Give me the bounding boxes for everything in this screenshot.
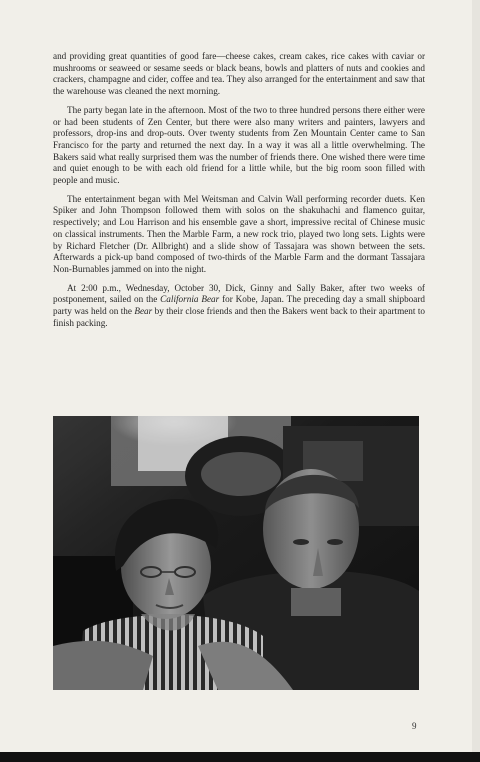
ship-name-italic: California Bear	[160, 294, 220, 305]
black-and-white-photo	[53, 416, 419, 690]
paragraph-4	[53, 283, 425, 330]
page-number: 9	[412, 721, 417, 731]
ship-short-name-italic: Bear	[134, 306, 153, 317]
paragraph-1	[53, 51, 425, 98]
paragraph-4-text-c: by their close friends and then the Bakers went back to their apartment to finish packing.	[53, 306, 425, 328]
paragraph-2-text: The party began late in the afternoon. Most of the two to three hundred persons there either were or had been students of Zen Center, but there were also many writers and painters, lawyers and professors, drop-ins and drop-outs. Over twenty students from Zen Mountain Center came to San Francisco for the party and returned the next day. In a way it was all a little overwhelming. The Bakers said what really surprised them was the number of friends there. One wished there were time and quiet enough to be with each old friend for a little while, but the big room soon filled with people and music.	[53, 104, 425, 186]
paragraph-3-text: The entertainment began with Mel Weitsman and Calvin Wall performing recorder duets. Ken Spiker and John Thompson followed them with solos on the shakuhachi and flamenco guitar, respectively; and Lou Harrison and his ensemble gave a short, impressive recital of Chinese music on classical instruments. Then the Marble Farm, a new rock trio, played two long sets. Lights were by Richard Fletcher (Dr. Allbright) and a slide show of Tassajara was shown between the sets. Afterwards a pick-up band composed of two-thirds of the Marble Farm and the dormant Tassajara Non-Burnables jammed on into the night.	[53, 193, 425, 274]
paragraph-4-text-a: At 2:00 p.m., Wednesday, October 30, Dick, Ginny and Sally Baker, after two weeks of postponement, sailed on the	[53, 282, 425, 305]
page-edge	[472, 0, 480, 762]
paragraph-4-text-b: for Kobe, Japan. The preceding day a small shipboard party was held on the	[53, 294, 425, 317]
paragraph-3	[53, 194, 425, 276]
paragraph-2	[53, 105, 425, 187]
scan-border	[0, 752, 480, 762]
paragraph-1-text: and providing great quantities of good fare—cheese cakes, cream cakes, rice cakes with caviar or mushrooms or seaweed or sesame seeds or black beans, bowls and platters of nuts and cookies and crackers, champagne and cider, coffee and tea. They also arranged for the entertainment and saw that the warehouse was cleaned the next morning.	[53, 51, 425, 97]
article-text	[53, 51, 425, 336]
photo-illustration	[53, 416, 419, 690]
